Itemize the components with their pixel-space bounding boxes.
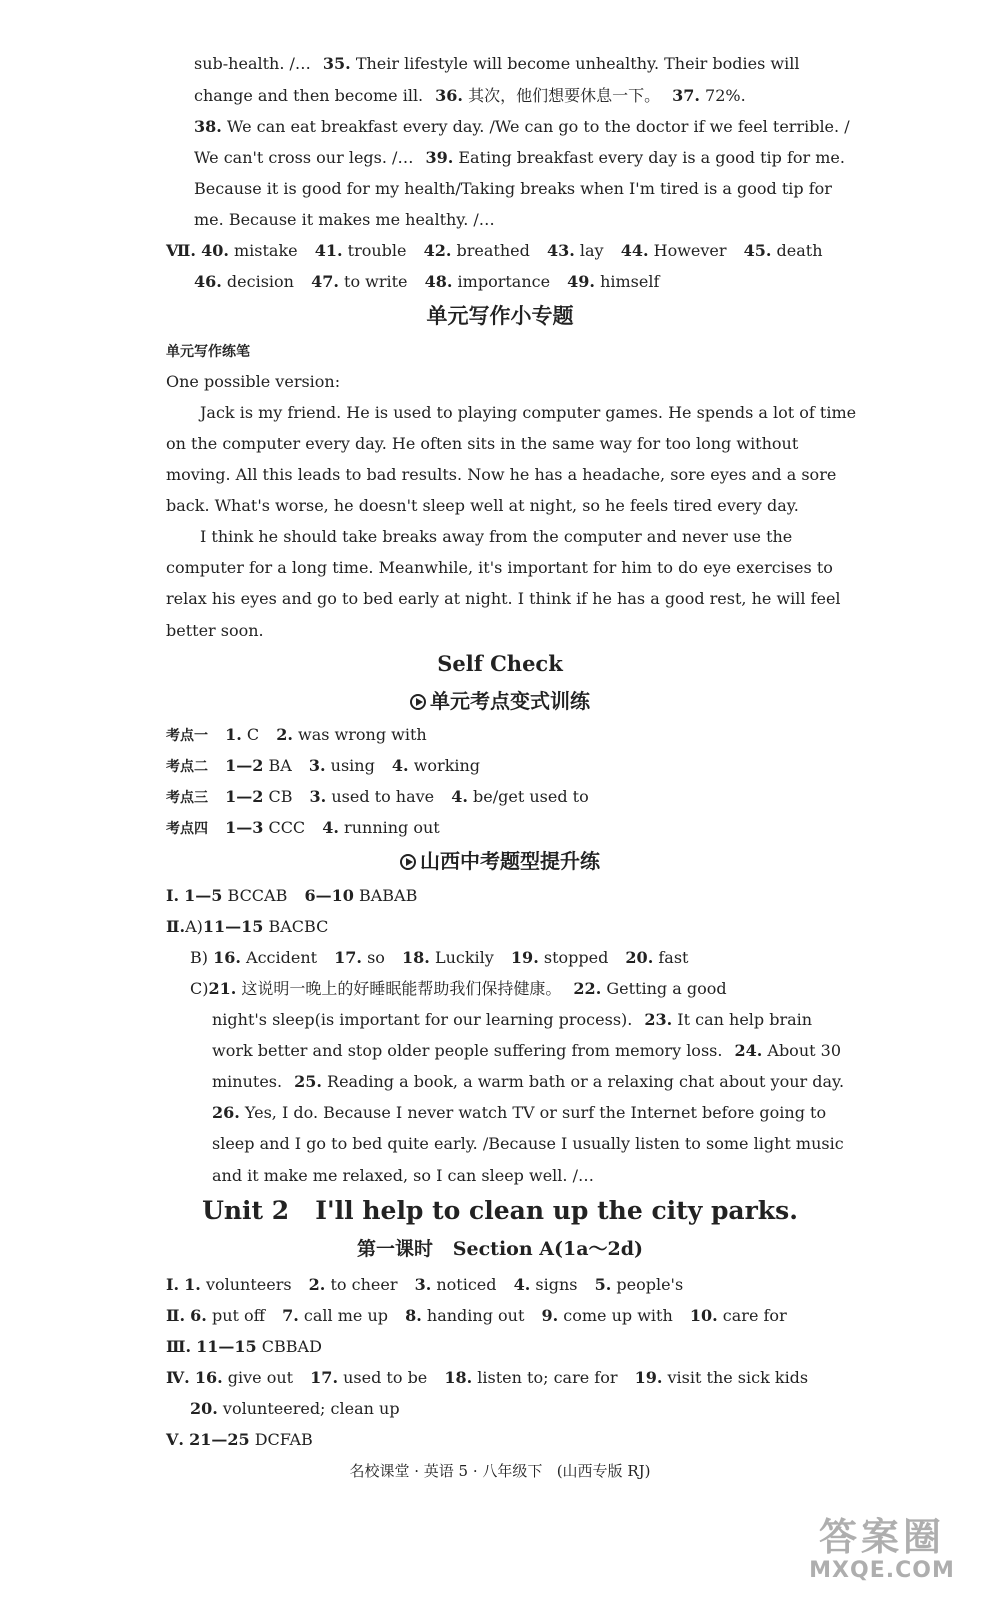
unit2-lesson: 第一课时 Section A(1a～2d) [356, 1238, 644, 1260]
exam-row-ii-c-7: and it make me relaxed, so I can sleep well. /… [212, 1166, 594, 1185]
exam-row-ii-c-5: 26. Yes, I do. Because I never watch TV or surf the Internet before going to [212, 1103, 827, 1122]
point-row-1: 考点一 1. C 2. was wrong with [166, 725, 427, 744]
play-circle-icon [410, 694, 426, 710]
answer-line-38: 38. We can eat breakfast every day. /We can go to the doctor if we feel terrible. / [194, 117, 850, 136]
answer-46: 46. decision [194, 272, 294, 291]
point-row-3: 考点三 1—2 CB 3. used to have 4. be/get used to [166, 787, 589, 806]
writing-p1-line4: back. What's worse, he doesn't sleep well at night, so he feels tired every day. [166, 496, 799, 515]
self-check-title: Self Check [437, 651, 563, 676]
answer-42: 42. breathed [423, 241, 530, 260]
unit2-title: Unit 2 I'll help to clean up the city parks. [202, 1196, 798, 1225]
exam-row-i: Ⅰ. 1—5 BCCAB 6—10 BABAB [166, 886, 418, 905]
unit2-row-iii: Ⅲ. 11—15 CBBAD [166, 1337, 322, 1356]
exam-row-ii-c-2: night's sleep(is important for our learning process). 23. It can help brain [212, 1010, 813, 1029]
answer-line-39-cont: Because it is good for my health/Taking breaks when I'm tired is a good tip for [194, 179, 832, 198]
answer-line-36-37: change and then become ill. 36. 其次，他们想要休息一下。 37. 72%. [194, 86, 746, 105]
exam-row-ii-c-6: sleep and I go to bed quite early. /Because I usually listen to some light music [212, 1134, 844, 1153]
writing-subheading: 单元写作练笔 [166, 344, 250, 360]
writing-p2-line4: better soon. [166, 621, 264, 640]
exam-row-ii-c-4: minutes. 25. Reading a book, a warm bath or a relaxing chat about your day. [212, 1072, 845, 1091]
watermark-logo: 答案圈 MXQE.COM [809, 1515, 955, 1583]
point-row-4: 考点四 1—3 CCC 4. running out [166, 818, 440, 837]
answer-49: 49. himself [567, 272, 660, 291]
writing-p1-line1: Jack is my friend. He is used to playing computer games. He spends a lot of time [200, 403, 857, 422]
answer-43: 43. lay [546, 241, 604, 260]
answer-line-39-end: me. Because it makes me healthy. /… [194, 210, 495, 229]
self-check-section2: 山西中考题型提升练 [0, 847, 1000, 875]
answer-line-38-39: We can't cross our legs. /… 39. Eating breakfast every day is a good tip for me. [194, 148, 845, 167]
unit2-row-iv: Ⅳ. 16. give out 17. used to be 18. listen to; care for 19. visit the sick kids [166, 1368, 809, 1387]
exam-row-ii-a: Ⅱ.A)11—15 BACBC [166, 917, 329, 936]
answer-47: 47. to write [311, 272, 408, 291]
exam-row-ii-b: B) 16. Accident 17. so 18. Luckily 19. stopped 20. fast [190, 948, 689, 967]
unit2-row-v: Ⅴ. 21—25 DCFAB [166, 1430, 313, 1449]
writing-heading: 单元写作小专题 [426, 304, 574, 328]
writing-p1-line3: moving. All this leads to bad results. Now he has a headache, sore eyes and a sore [166, 465, 837, 484]
answer-45: 45. death [743, 241, 823, 260]
writing-p2-line2: computer for a long time. Meanwhile, it's important for him to do eye exercises to [166, 558, 833, 577]
unit2-row-iv-cont: 20. volunteered; clean up [190, 1399, 400, 1418]
answer-line-34-35: sub-health. /… 35. Their lifestyle will become unhealthy. Their bodies will [194, 54, 800, 73]
writing-p1-line2: on the computer every day. He often sits in the same way for too long without [166, 434, 799, 453]
unit2-row-i: Ⅰ. 1. volunteers 2. to cheer 3. noticed 4. signs 5. people's [166, 1275, 684, 1294]
answer-48: 48. importance [424, 272, 551, 291]
unit2-row-ii: Ⅱ. 6. put off 7. call me up 8. handing out 9. come up with 10. care for [166, 1306, 787, 1325]
writing-p2-line1: I think he should take breaks away from the computer and never use the [200, 527, 793, 546]
answer-row-vii-cont [194, 272, 659, 292]
point-row-2: 考点二 1—2 BA 3. using 4. working [166, 756, 481, 775]
exam-row-ii-c-1: C)21. 这说明一晚上的好睡眠能帮助我们保持健康。 22. Getting a good [190, 979, 727, 998]
answer-40: 40. mistake [201, 241, 298, 260]
self-check-section1: 单元考点变式训练 [0, 687, 1000, 715]
answer-41: 41. trouble [314, 241, 407, 260]
page-footer: 名校课堂 · 英语 5 · 八年级下 (山西专版 RJ) [349, 1462, 651, 1480]
answer-44: 44. However [620, 241, 727, 260]
writing-p2-line3: relax his eyes and go to bed early at night. I think if he has a good rest, he will feel [166, 589, 841, 608]
play-circle-icon [400, 854, 416, 870]
answer-row-vii: Ⅶ. 40. mistake 41. trouble 42. breathed 43. lay 44. However 45. death [166, 241, 823, 260]
writing-intro: One possible version: [166, 372, 341, 391]
exam-row-ii-c-3: work better and stop older people suffering from memory loss. 24. About 30 [212, 1041, 841, 1060]
